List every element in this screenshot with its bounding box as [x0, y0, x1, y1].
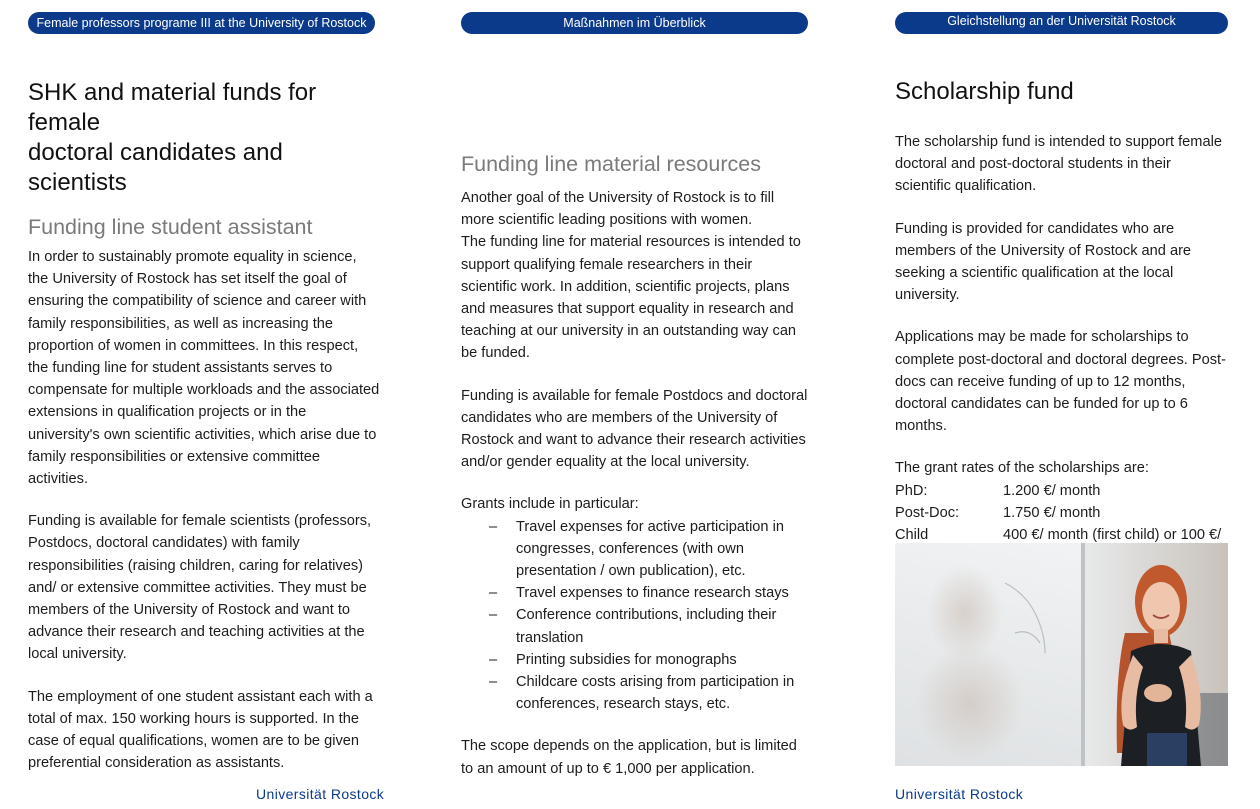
header-pill-left: Female professors programe III at the University of Rostock	[28, 12, 375, 34]
left-paragraph-2: Funding is available for female scientists (professors, Postdocs, doctoral candidates) with family responsibilities (raising children, caring for relatives) and/ or extensive committee activities. They must be members of the University of Rostock and want to advance their research and teaching activities at the local university.	[28, 513, 372, 663]
left-column	[28, 78, 380, 774]
right-column	[895, 77, 1230, 568]
left-title-line2: doctoral candidates and scientists	[28, 139, 283, 196]
grant-item: – Travel expenses for active participation in congresses, conferences (with own presentation / own publication), etc.	[461, 516, 811, 583]
rates-intro: The grant rates of the scholarships are:	[895, 460, 1149, 477]
grants-list	[461, 516, 811, 716]
right-paragraph-1: The scholarship fund is intended to support female doctoral and post-doctoral students in their scientific qualification.	[895, 134, 1222, 195]
rate-label: PhD:	[895, 482, 928, 499]
header-pill-center: Maßnahmen im Überblick	[461, 12, 808, 34]
rate-row	[895, 502, 1230, 524]
rate-label: Post-Doc:	[895, 504, 960, 521]
dash-icon: –	[489, 607, 498, 624]
rate-label: Child	[895, 527, 929, 544]
center-paragraph-3: The scope depends on the application, but is limited to an amount of up to € 1,000 per application.	[461, 738, 797, 777]
footer-university-left: Universität Rostock	[256, 786, 385, 802]
rate-value: 400 €/ month (first child) or 100 €/	[1003, 527, 1222, 544]
left-title	[28, 78, 380, 198]
right-paragraph-3: Applications may be made for scholarships to complete post-doctoral and doctoral degrees. Post-docs can receive funding of up to 12 months, doctoral candidates can be funded for up to 6 months.	[895, 329, 1226, 435]
dash-icon: –	[489, 674, 498, 691]
grant-item: – Childcare costs arising from participation in conferences, research stays, etc.	[461, 671, 811, 715]
center-column	[461, 151, 811, 780]
left-paragraph-3: The employment of one student assistant each with a total of max. 150 working hours is supported. In the case of equal qualifications, women are to be given preferential consideration as assistants.	[28, 688, 373, 772]
dash-icon: –	[489, 518, 498, 535]
scientist-photo	[895, 543, 1228, 766]
left-paragraph-1: In order to sustainably promote equality in science, the University of Rostock has set itself the goal of ensuring the compatibility of science and career with family responsibilities, as well as increasing the proportion of women in committees. In this respect, the funding line for student assistants serves to compensate for multiple workloads and the associated extensions in qualification projects or in the university's own scientific activities, which arise due to family responsibilities or extensive committee activities.	[28, 249, 380, 488]
grant-item: – Conference contributions, including their translation	[461, 604, 811, 648]
center-subtitle: Funding line material resources	[461, 152, 761, 176]
center-paragraph-1b: The funding line for material resources is intended to support qualifying female researchers in their scientific work. In addition, scientific projects, plans and measures that support equality in research and teaching at our university in an outstanding way can be funded.	[461, 234, 801, 362]
rate-row	[895, 480, 1230, 502]
right-title: Scholarship fund	[895, 78, 1074, 105]
footer-university-right: Universität Rostock	[895, 786, 1024, 802]
rate-value: 1.750 €/ month	[1003, 504, 1101, 521]
grant-item: – Printing subsidies for monographs	[461, 649, 811, 671]
header-pill-right: Gleichstellung an der Universität Rostock	[895, 12, 1228, 34]
right-paragraph-2: Funding is provided for candidates who are members of the University of Rostock and are seeking a scientific qualification at the local university.	[895, 220, 1192, 304]
center-paragraph-1a: Another goal of the University of Rostock is to fill more scientific leading positions with women.	[461, 190, 775, 229]
left-title-line1: SHK and material funds for female	[28, 79, 317, 136]
center-paragraph-2: Funding is available for female Postdocs and doctoral candidates who are members of the University of Rostock and want to advance their research activities and/or gender equality at the local university.	[461, 387, 808, 471]
rate-value: 1.200 €/ month	[1003, 482, 1101, 499]
dash-icon: –	[489, 651, 498, 668]
grant-item: – Travel expenses to finance research stays	[461, 582, 811, 604]
grants-intro: Grants include in particular:	[461, 496, 639, 513]
dash-icon: –	[489, 585, 498, 602]
left-subtitle: Funding line student assistant	[28, 215, 313, 239]
